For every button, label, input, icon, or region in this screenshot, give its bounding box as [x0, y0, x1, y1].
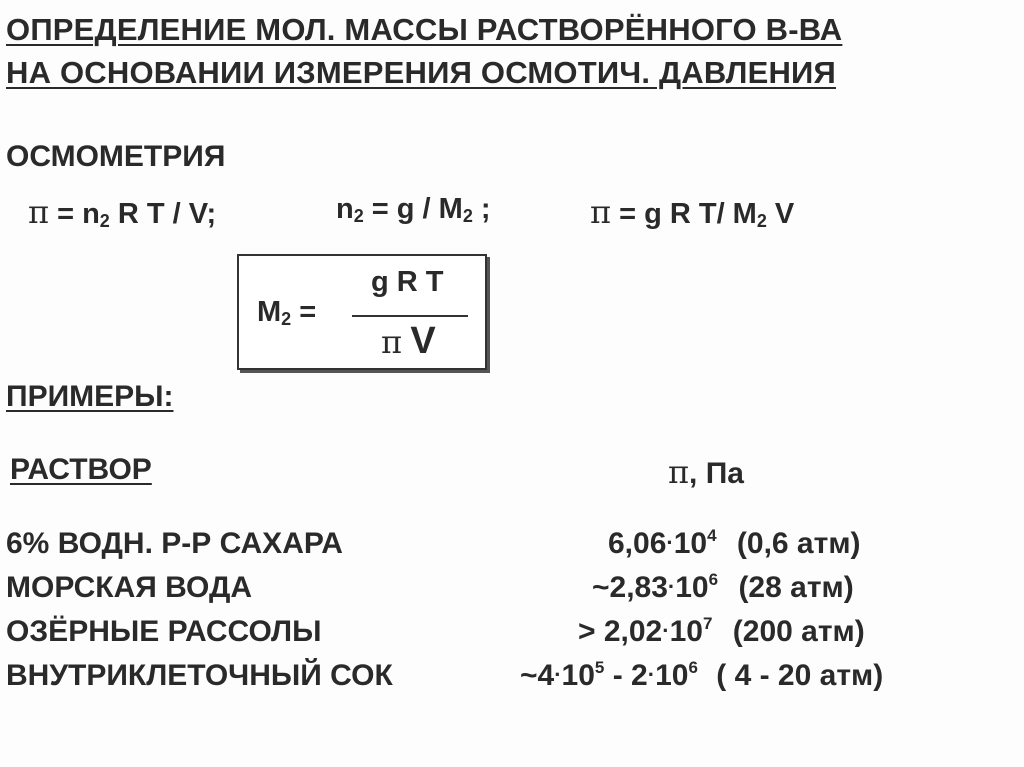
- value-atm: (0,6 атм): [736, 527, 861, 560]
- example-row-value: [592, 571, 854, 605]
- value-mantissa: ~2,83: [592, 571, 668, 604]
- title-line-2: НА ОСНОВАНИИ ИЗМЕРЕНИЯ ОСМОТИЧ. ДАВЛЕНИЯ: [6, 55, 837, 90]
- formula3-sub: 2: [756, 211, 767, 231]
- value-exponent: 7: [702, 614, 713, 633]
- value-atm: ( 4 - 20 атм): [716, 659, 884, 692]
- pi-symbol: π: [668, 453, 690, 491]
- formula-n-g-m: [336, 193, 491, 227]
- formula1-part-a: = n: [49, 198, 100, 230]
- multiply-dot: ·: [662, 618, 670, 643]
- formula3-part-b: V: [766, 198, 795, 230]
- value-mantissa: ~4: [520, 659, 555, 692]
- solution-column-heading: РАСТВОР: [10, 453, 152, 486]
- example-row-value: [520, 659, 883, 693]
- formula2-part-c: ;: [472, 193, 491, 225]
- boxed-lhs-sub: 2: [281, 309, 292, 329]
- multiply-dot: ·: [667, 574, 676, 599]
- value-base: 10: [655, 659, 689, 692]
- formula1-sub: 2: [99, 211, 110, 231]
- value-base: 10: [669, 615, 703, 648]
- examples-heading: ПРИМЕРЫ:: [6, 380, 174, 413]
- pressure-unit: , Па: [689, 457, 744, 490]
- boxed-molar-mass-formula: [237, 254, 487, 370]
- value-base: 10: [673, 527, 708, 560]
- formula2-part-b: = g / M: [363, 193, 463, 225]
- formula1-part-b: R T / V;: [109, 198, 217, 230]
- formula2-sub2: 2: [462, 206, 473, 226]
- title-line-1: ОПРЕДЕЛЕНИЕ МОЛ. МАССЫ РАСТВОРЁННОГО В-ВА: [6, 12, 843, 47]
- multiply-dot: ·: [647, 662, 656, 687]
- value-exponent: 6: [688, 658, 698, 677]
- value-range-dash: - 2: [604, 659, 648, 692]
- value-base: 10: [561, 659, 595, 692]
- value-atm: (200 атм): [732, 615, 865, 648]
- example-row-value: [578, 615, 865, 649]
- formula-pi-nrt: [28, 193, 216, 232]
- multiply-dot: ·: [554, 662, 562, 687]
- value-exponent: 6: [708, 570, 719, 589]
- example-row-name: ВНУТРИКЛЕТОЧНЫЙ СОК: [6, 659, 393, 692]
- pi-symbol: π: [381, 323, 403, 361]
- denominator-v: V: [410, 320, 436, 362]
- example-row-value: [608, 527, 861, 561]
- fraction-denominator: [381, 320, 436, 363]
- pressure-column-heading: [668, 453, 744, 491]
- multiply-dot: ·: [666, 530, 674, 555]
- boxed-lhs: [257, 296, 316, 330]
- value-atm: (28 атм): [738, 571, 854, 604]
- formula2-sub1: 2: [353, 206, 364, 226]
- fraction-numerator: g R T: [371, 266, 444, 298]
- formula2-part-a: n: [336, 193, 354, 225]
- formula3-part-a: = g R T/ M: [611, 198, 757, 230]
- fraction-bar: [352, 315, 468, 317]
- value-exponent: 5: [594, 658, 605, 677]
- value-base: 10: [675, 571, 709, 604]
- pi-symbol: π: [28, 193, 50, 231]
- boxed-equals: =: [291, 296, 317, 328]
- value-exponent: 4: [707, 526, 717, 545]
- example-row-name: МОРСКАЯ ВОДА: [6, 571, 253, 604]
- pi-symbol: π: [590, 193, 612, 231]
- value-mantissa: > 2,02: [578, 615, 663, 648]
- example-row-name: ОЗЁРНЫЕ РАССОЛЫ: [6, 615, 322, 648]
- value-mantissa: 6,06: [608, 527, 667, 560]
- boxed-lhs-m: M: [257, 296, 282, 328]
- formula-pi-grt: [590, 193, 794, 232]
- osmometry-heading: ОСМОМЕТРИЯ: [6, 140, 226, 173]
- example-row-name: 6% ВОДН. Р-Р САХАРА: [6, 527, 343, 560]
